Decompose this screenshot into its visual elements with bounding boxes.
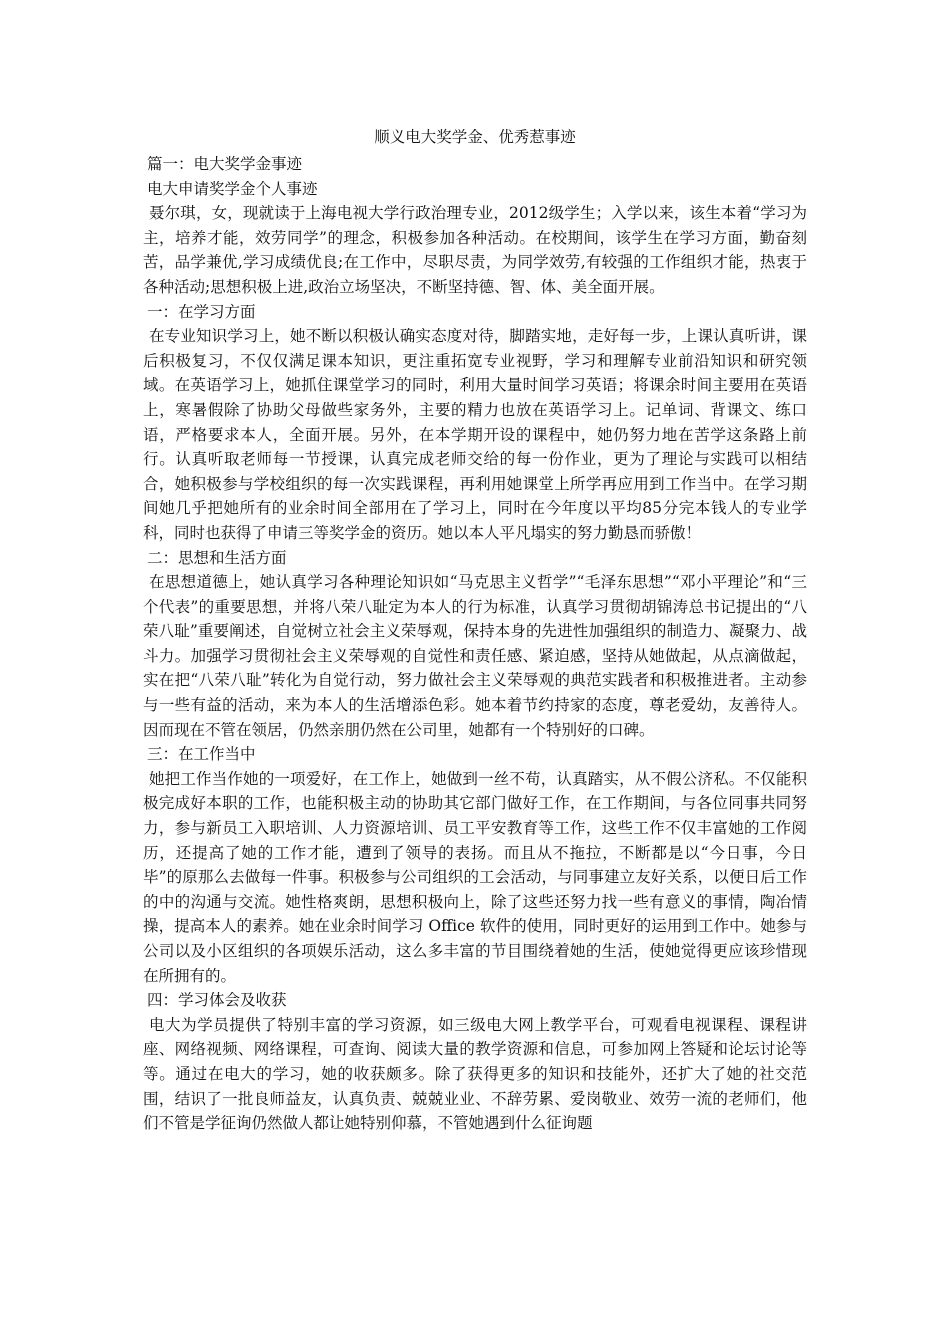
section-heading: 二：思想和生活方面 — [147, 548, 287, 567]
body-paragraph: 在专业知识学习上，她不断以积极认确实态度对待，脚踏实地，走好每一步，上课认真听讲，课后积极复习，不仅仅满足课本知识，更注重拓宽专业视野，学习和理解专业前沿知识和研究领域。在英语学习上，她抓住课堂学习的同时，利用大量时间学习英语；将课余时间主要用在英语上，寒暑假除了协助父母做些家务外，主要的精力也放在英语学习上。记单词、背课文、练口语，严格要求本人，全面开展。另外，在本学期开设的课程中，她仍努力地在苦学这条路上前行。认真听取老师每一节授课，认真完成老师交给的每一份作业，更为了理论与实践可以相结合，她积极参与学校组织的每一次实践课程，再利用她课堂上所学再应用到工作当中。在学习期间她几乎把她所有的业余时间全部用在了学习上，同时在今年度以平均85分完本钱人的专业学科，同时也获得了申请三等奖学金的资历。她以本人平凡塌实的努力勤恳而骄傲！ — [143, 327, 807, 542]
section-heading: 篇一：电大奖学金事迹 — [147, 155, 303, 173]
document-body — [143, 122, 807, 1136]
body-paragraph: 在思想道德上，她认真学习各种理论知识如“马克思主义哲学”“毛泽东思想”“邓小平理论”和“三个代表”的重要思想，并将八荣八耻定为本人的行为标准，认真学习贯彻胡锦涛总书记提出的“八荣八耻”重要阐述，自觉树立社会主义荣辱观，保持本身的先进性加强组织的制造力、凝聚力、战斗力。加强学习贯彻社会主义荣辱观的自觉性和责任感、紧迫感，坚持从她做起，从点滴做起，实在把“八荣八耻”转化为自觉行动，努力做社会主义荣辱观的典范实践者和积极推进者。主动参与一些有益的活动，来为本人的生活增添色彩。她本着节约持家的态度，尊老爱幼，友善待人。因而现在不管在领居，仍然亲朋仍然在公司里，她都有一个特别好的口碑。 — [143, 573, 807, 739]
section-heading: 电大申请奖学金个人事迹 — [147, 179, 318, 198]
section-heading: 三：在工作当中 — [147, 745, 256, 764]
document-title: 顺义电大奖学金、优秀惹事迹 — [374, 128, 576, 146]
section-heading: 一：在学习方面 — [147, 302, 256, 321]
document-blocks — [143, 152, 807, 1136]
body-paragraph: 她把工作当作她的一项爱好，在工作上，她做到一丝不苟，认真踏实，从不假公济私。不仅能积极完成好本职的工作，也能积极主动的协助其它部门做好工作，在工作期间，与各位同事共同努力，参与新员工入职培训、人力资源培训、员工平安教育等工作，这些工作不仅丰富她的工作阅历，还提高了她的工作才能，遭到了领导的表扬。而且从不拖拉，不断都是以“今日事，今日毕”的原那么去做每一件事。积极参与公司组织的工会活动，与同事建立友好关系，以便日后工作的中的沟通与交流。她性格爽朗，思想积极向上，除了这些还努力找一些有意义的事情，陶冶情操，提高本人的素养。她在业余时间学习 Office 软件的使用，同时更好的运用到工作中。她参与公司以及小区组织的各项娱乐活动，这么多丰富的节目围绕着她的生活，使她觉得更应该珍惜现在所拥有的。 — [143, 769, 807, 985]
section-heading: 四：学习体会及收获 — [147, 991, 287, 1010]
body-paragraph: 聂尔琪，女，现就读于上海电视大学行政治理专业，2012级学生；入学以来，该生本着“学习为主，培养才能，效劳同学”的理念，积极参加各种活动。在校期间，该学生在学习方面，勤奋刻苦，品学兼优,学习成绩优良;在工作中，尽职尽责，为同学效劳,有较强的工作组织才能，热衷于各种活动;思想积极上进,政治立场坚决，不断坚持德、智、体、美全面开展。 — [143, 204, 807, 296]
body-paragraph: 电大为学员提供了特别丰富的学习资源，如三级电大网上教学平台，可观看电视课程、课程讲座、网络视频、网络课程，可查询、阅读大量的教学资源和信息，可参加网上答疑和论坛讨论等等。通过在电大的学习，她的收获颇多。除了获得更多的知识和技能外，还扩大了她的社交范围，结识了一批良师益友，认真负责、兢兢业业、不辞劳累、爱岗敬业、效劳一流的老师们，他们不管是学征询仍然做人都让她特别仰慕，不管她遇到什么征询题 — [143, 1015, 807, 1133]
